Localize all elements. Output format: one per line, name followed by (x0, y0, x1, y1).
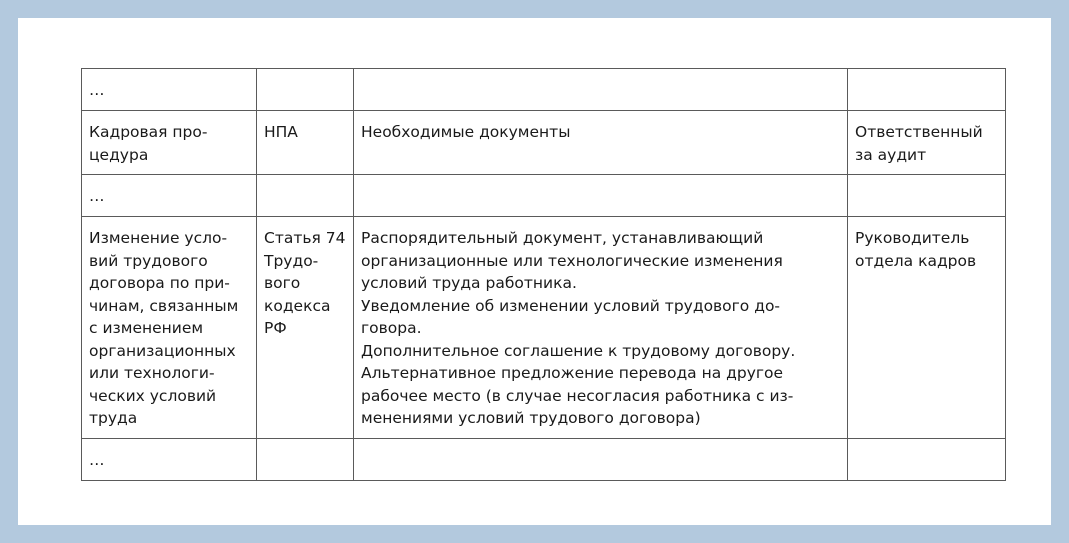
hr-audit-table (81, 68, 1006, 481)
table-cell (848, 438, 1006, 480)
table-row (82, 175, 1006, 217)
header-text: НПА (264, 123, 298, 141)
header-text: Необходимые документы (361, 123, 571, 141)
table-cell (257, 175, 354, 217)
table-row (82, 69, 1006, 111)
table-cell (848, 69, 1006, 111)
column-header-responsible (848, 111, 1006, 175)
table-cell (82, 175, 257, 217)
table-cell (82, 438, 257, 480)
column-header-documents (354, 111, 848, 175)
header-text: Ответственный за аудит (855, 123, 983, 164)
table-header-row (82, 111, 1006, 175)
table-cell (354, 69, 848, 111)
cell-text: … (89, 81, 105, 99)
cell-text: … (89, 187, 105, 205)
cell-text: Изменение усло- вий трудового договора по при- чинам, связанным с изменением организационных или технологи- ческих условий труда (89, 229, 239, 427)
table-row (82, 217, 1006, 439)
table-row (82, 438, 1006, 480)
responsible-cell (848, 217, 1006, 439)
table-cell (354, 175, 848, 217)
table-cell (257, 69, 354, 111)
document-card (18, 18, 1051, 525)
cell-text: … (89, 450, 105, 469)
column-header-procedure (82, 111, 257, 175)
table-cell (848, 175, 1006, 217)
column-header-npa (257, 111, 354, 175)
cell-text: Распорядительный документ, устанавливающий организационные или технологические изменения условий труда работника. Уведомление об изменении условий трудового до- говора. Дополнительное соглашение к трудовому договору. Альтернативное предложение перевода на другое рабочее место (в случае несогласия работника с из- менениями условий трудового договора) (361, 229, 796, 427)
documents-cell (354, 217, 848, 439)
header-text: Кадровая про- цедура (89, 123, 208, 164)
npa-cell (257, 217, 354, 439)
procedure-cell (82, 217, 257, 439)
table-cell (82, 69, 257, 111)
cell-text: Статья 74 Трудо- вого кодекса РФ (264, 229, 346, 337)
table-cell (257, 438, 354, 480)
cell-text: Руководитель отдела кадров (855, 229, 977, 270)
table-cell (354, 438, 848, 480)
